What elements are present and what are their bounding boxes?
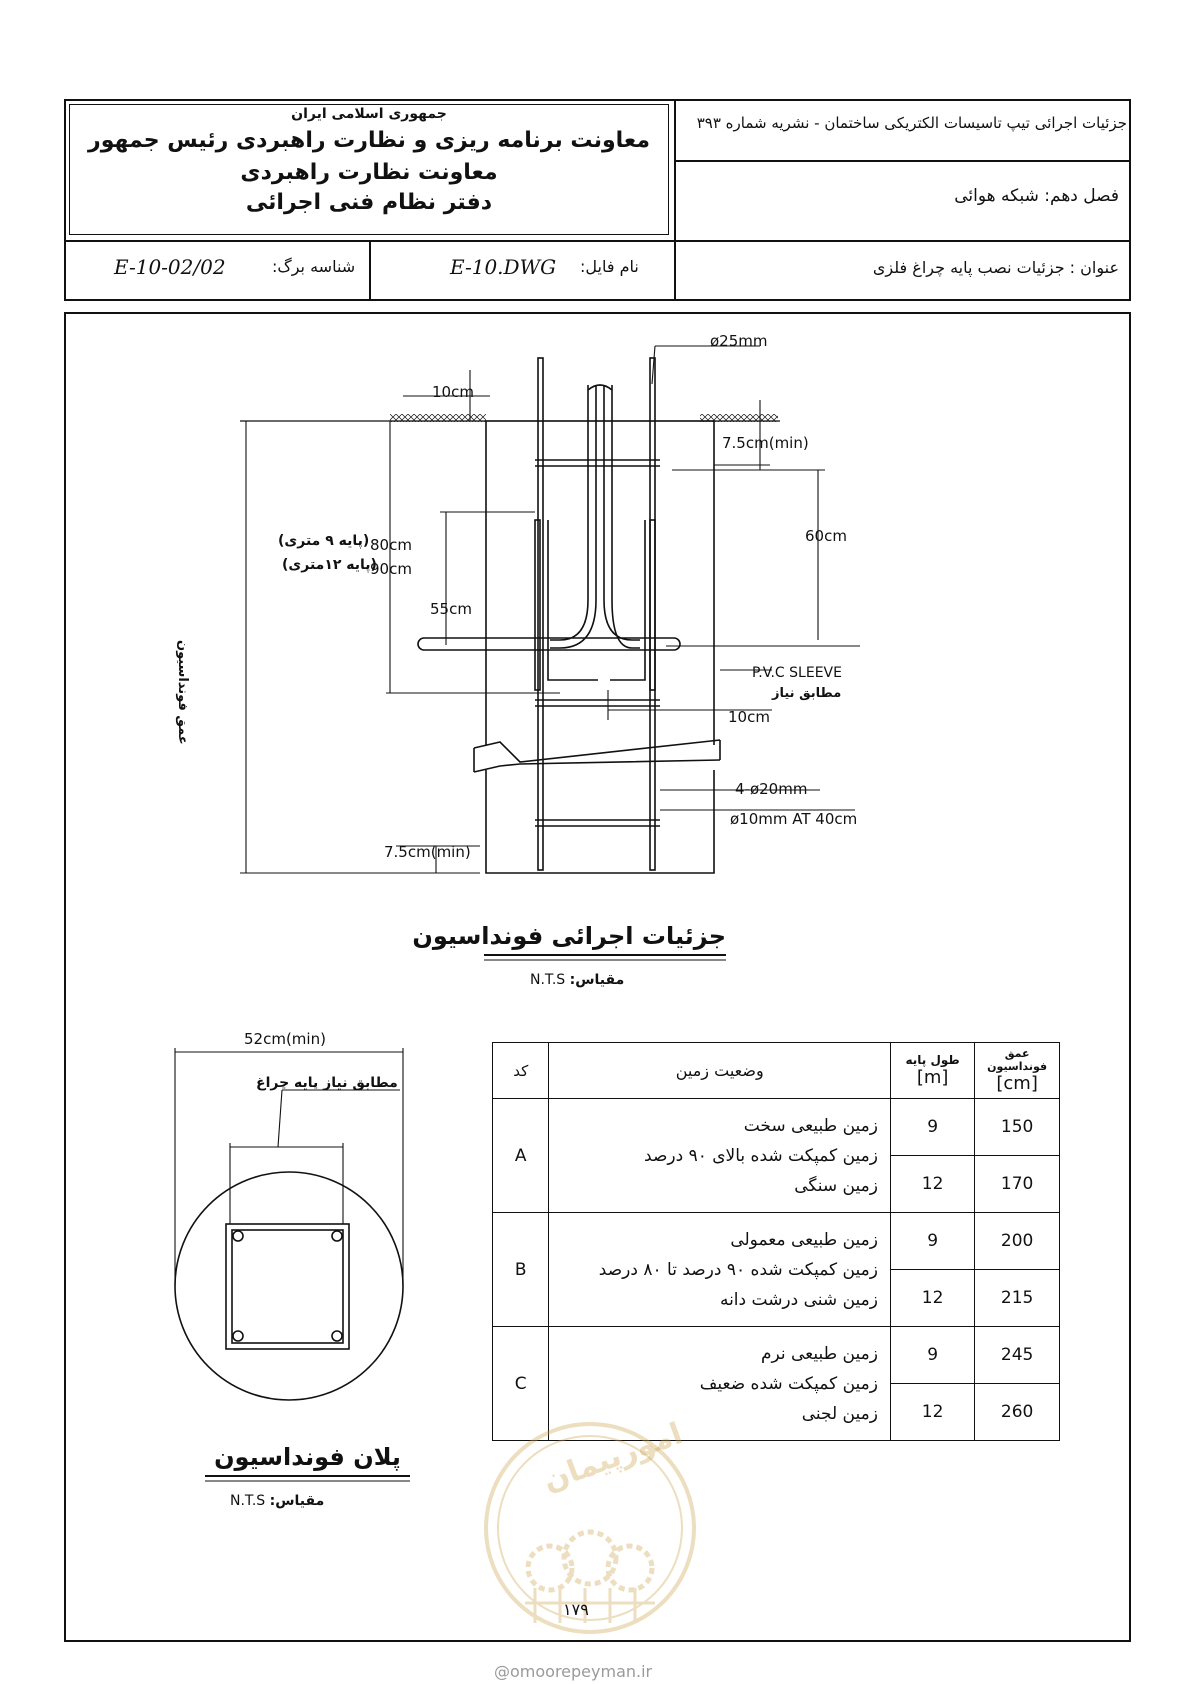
header-pole-length-unit: [m]: [916, 1067, 949, 1088]
chapter-title: فصل دهم: شبکه هوائی: [954, 186, 1119, 206]
header-condition: وضعیت زمین: [549, 1043, 890, 1099]
depth-a-1: 150: [975, 1099, 1060, 1156]
sixty-cm-label: 60cm: [805, 527, 847, 545]
stirrups-label: ø10mm AT 40cm: [730, 810, 858, 828]
ten-cm-bottom-label: 10cm: [728, 708, 770, 726]
eighty-note: (پایه ۹ متری): [278, 533, 370, 549]
section-scale-label: مقیاس:: [569, 972, 625, 988]
org-line-1: جمهوری اسلامی ایران: [291, 106, 447, 122]
org-line-4: دفتر نظام فنی اجرائی: [245, 190, 493, 215]
code-c: C: [493, 1327, 549, 1441]
length-c-2: 12: [890, 1384, 974, 1441]
plan-scale-label: مقیاس:: [269, 1493, 325, 1509]
section-scale-value: N.T.S: [530, 972, 566, 988]
code-b: B: [493, 1213, 549, 1327]
plan-title: پلان فونداسیون: [214, 1443, 401, 1471]
pvc-sleeve-label: P.V.C SLEEVE: [752, 665, 842, 681]
depth-b-2: 215: [975, 1270, 1060, 1327]
file-name-label: نام فایل:: [580, 257, 639, 276]
header-code: کد: [493, 1043, 549, 1099]
ninety-note: (پایه ۱۲متری): [282, 557, 377, 573]
plan-base-label: مطابق نیاز پایه چراغ: [256, 1075, 398, 1091]
ninety-cm-label: 90cm: [370, 560, 412, 578]
watermark-text: @omoorepeyman.ir: [494, 1662, 653, 1681]
eighty-cm-label: 80cm: [370, 536, 412, 554]
condition-b: زمین طبیعی معمولی زمین کمپکت شده ۹۰ درصد تا ۸۰ درصد زمین شنی درشت دانه: [549, 1213, 890, 1327]
as-needed-label: مطابق نیاز: [772, 686, 842, 701]
main-rebar-label: 4-ø20mm: [735, 780, 808, 798]
file-name: E-10.DWG: [450, 255, 557, 279]
sheet-id: E-10-02/02: [114, 255, 226, 279]
ten-cm-top-label: 10cm: [432, 383, 474, 401]
header-depth: [975, 1043, 1060, 1099]
condition-c: زمین طبیعی نرم زمین کمپکت شده ضعیف زمین لجنی: [549, 1327, 890, 1441]
length-a-1: 9: [890, 1099, 974, 1156]
header-depth-label: عمق فونداسیون: [987, 1047, 1048, 1073]
clear-bottom-label: 7.5cm(min): [384, 843, 471, 861]
page-number: ۱۷۹: [563, 1600, 589, 1619]
depth-c-2: 260: [975, 1384, 1060, 1441]
header-pole-length: [890, 1043, 974, 1099]
sheet-title: عنوان : جزئیات نصب پایه چراغ فلزی: [872, 258, 1119, 277]
depth-b-1: 200: [975, 1213, 1060, 1270]
length-a-2: 12: [890, 1156, 974, 1213]
length-b-1: 9: [890, 1213, 974, 1270]
section-title: جزئیات اجرائی فونداسیون: [412, 922, 726, 950]
foundation-depth-table: [492, 1042, 1060, 1441]
length-c-1: 9: [890, 1327, 974, 1384]
fifty-five-label: 55cm: [430, 600, 472, 618]
clear-top-label: 7.5cm(min): [722, 434, 809, 452]
header-depth-unit: [cm]: [996, 1073, 1038, 1094]
org-line-2: معاونت برنامه ریزی و نظارت راهبردی رئیس جمهور: [88, 128, 650, 153]
rebar-top-label: ø25mm: [710, 332, 768, 350]
section-scale: [530, 972, 624, 988]
depth-a-2: 170: [975, 1156, 1060, 1213]
code-a: A: [493, 1099, 549, 1213]
org-line-3: معاونت نظارت راهبردی: [240, 160, 498, 185]
condition-a: زمین طبیعی سخت زمین کمپکت شده بالای ۹۰ درصد زمین سنگی: [549, 1099, 890, 1213]
foundation-depth-label: عمق فونداسیون: [175, 640, 190, 745]
plan-width-label: 52cm(min): [244, 1030, 326, 1048]
length-b-2: 12: [890, 1270, 974, 1327]
publication-title: جزئیات اجرائی تیپ تاسیسات الکتریکی ساختمان - نشریه شماره ۳۹۳: [696, 114, 1127, 132]
header-pole-length-label: طول پایه: [905, 1053, 960, 1067]
plan-scale-value: N.T.S: [230, 1493, 266, 1509]
sheet-id-label: شناسه برگ:: [272, 257, 356, 276]
depth-c-1: 245: [975, 1327, 1060, 1384]
plan-scale: [230, 1493, 324, 1509]
stamp-text: امورپیمان: [538, 1416, 688, 1499]
